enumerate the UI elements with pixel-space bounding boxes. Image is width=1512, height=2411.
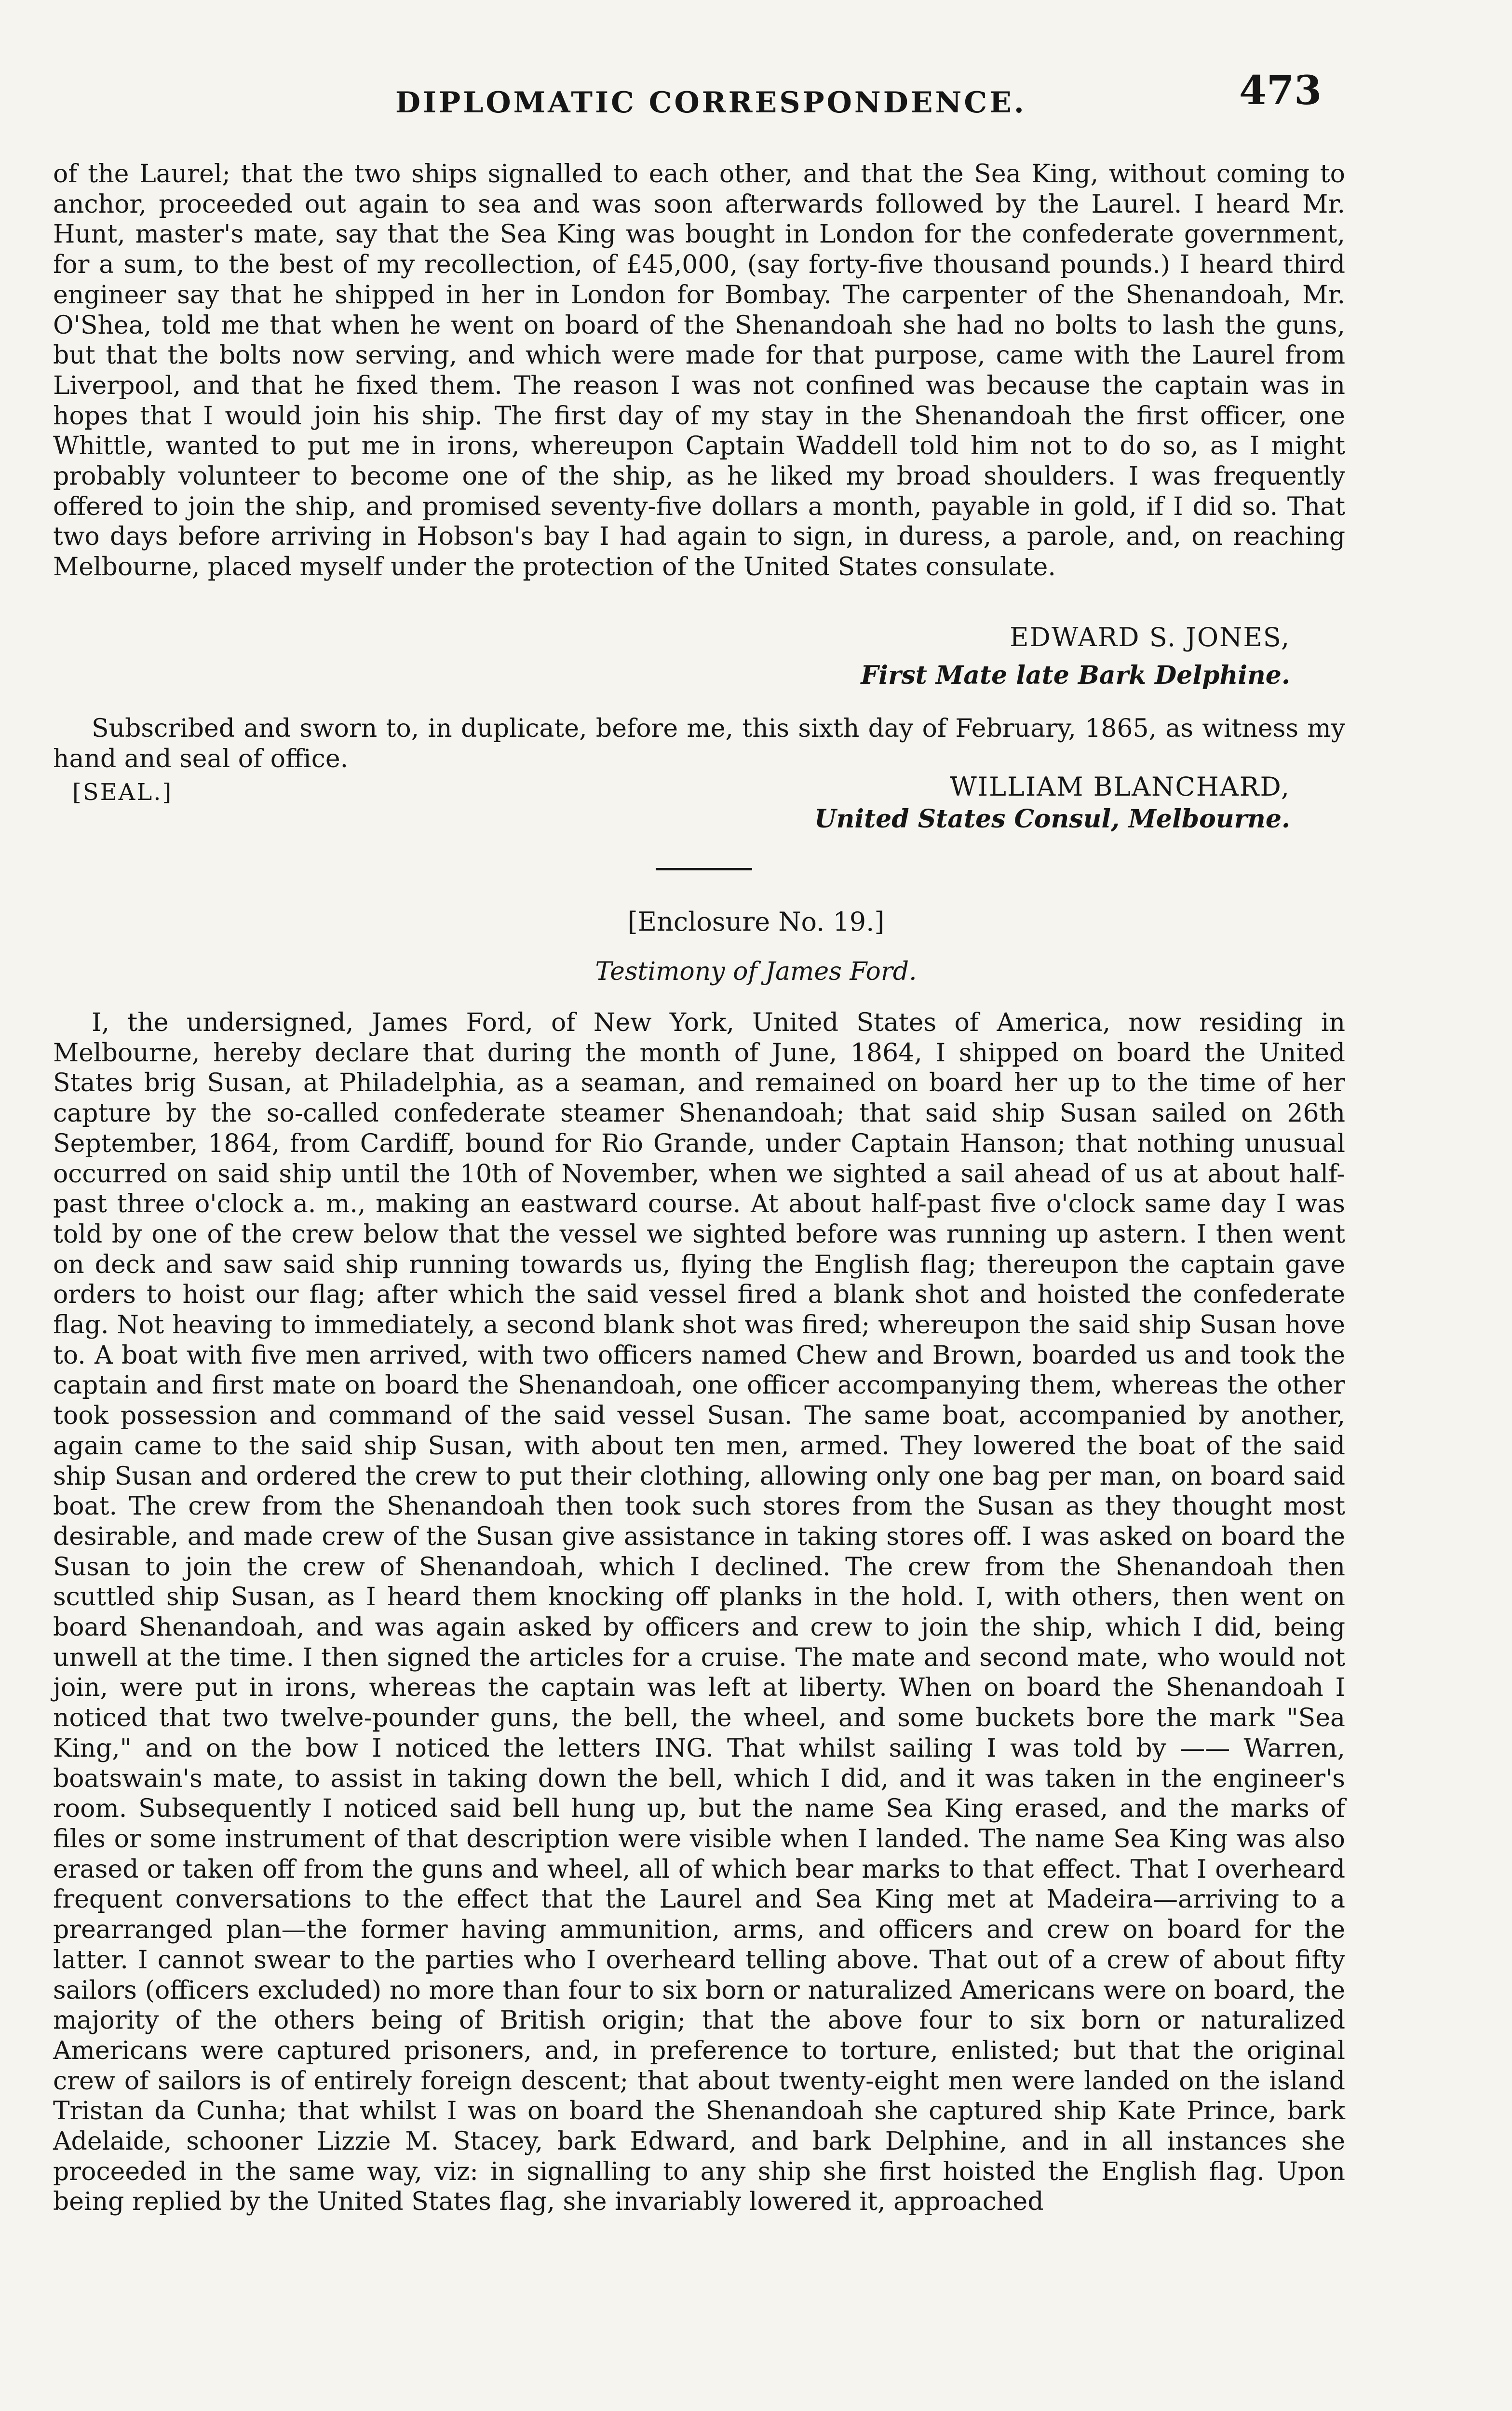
ford-testimony-body: I, the undersigned, James Ford, of New York, United States of America, now residing in Melbourne, hereby declare that during the month of June, 1864, I shipped on board the United States brig Susan, at Philadelphia, as a seaman, and remained on board her up to the time of her capture by the so-called confederate steamer Shenandoah; that said ship Susan sailed on 26th September, 1864, from Cardiff, bound for Rio Grande, under Captain Hanson; that nothing unusual occurred on said ship until the 10th of November, when we sighted a sail ahead of us at about half-past three o'clock a. m., making an eastward course. At about half-past five o'clock same day I was told by one of the crew below that the vessel we sighted before was running up astern. I then went on deck and saw said ship running towards us, flying the English flag; thereupon the captain gave orders to hoist our flag; after which the said vessel fired a blank shot and hoisted the confederate flag. Not heaving to immediately, a second blank shot was fired; whereupon the said ship Susan hove to. A boat with five men arrived, with two officers named Chew and Brown, boarded us and took the captain and first mate on board the Shenandoah, one officer accompanying them, whereas the other took possession and command of the said vessel Susan. The same boat, accompanied by another, again came to the said ship Susan, with about ten men, armed. They lowered the boat of the said ship Susan and ordered the crew to put their clothing, allowing only one bag per man, on board said boat. The crew from the Shenandoah then took such stores from the Susan as they thought most desirable, and made crew of the Susan give assistance in taking stores off. I was asked on board the Susan to join the crew of Shenandoah, which I declined. The crew from the Shenandoah then scuttled ship Susan, as I heard them knocking off planks in the hold. I, with others, then went on board Shenandoah, and was again asked by officers and crew to join the ship, which I did, being unwell at the time. I then signed the articles for a cruise. The mate and second mate, who would not join, were put in irons, whereas the captain was left at liberty. When on board the Shenandoah I noticed that two twelve-pounder guns, the bell, the wheel, and some buckets bore the mark "Sea King," and on the bow I noticed the letters ING. That whilst sailing I was told by —— Warren, boatswain's mate, to assist in taking down the bell, which I did, and it was taken in the engineer's room. Subsequently I noticed said bell hung up, but the name Sea King erased, and the marks of files or some instrument of that description were visible when I landed. The name Sea King was also erased or taken off from the guns and wheel, all of which bear marks to that effect. That I overheard frequent conversations to the effect that the Laurel and Sea King met at Madeira—arriving to a prearranged plan—the former having ammunition, arms, and officers and crew on board for the latter. I cannot swear to the parties who I overheard telling above. That out of a crew of about fifty sailors (officers excluded) no more than four to six born or naturalized Americans were on board, the majority of the others being of British origin; that the above four to six born or naturalized Americans were captured prisoners, and, in preference to torture, enlisted; but that the original crew of sailors is of entirely foreign descent; that about twenty-eight men were landed on the island Tristan da Cunha; that whilst I was on board the Shenandoah she captured ship Kate Prince, bark Adelaide, schooner Lizzie M. Stacey, bark Edward, and bark Delphine, and in all instances she proceeded in the same way, viz: in signalling to any ship she first hoisted the English flag. Upon being replied by the United States flag, she invariably lowered it, approached [53, 1008, 1345, 2217]
consul-title: United States Consul, Melbourne. [814, 804, 1290, 834]
running-title: DIPLOMATIC CORRESPONDENCE. [395, 86, 1026, 120]
page-number: 473 [1239, 68, 1322, 114]
signer-title: First Mate late Bark Delphine. [861, 661, 1290, 690]
consul-name: WILLIAM BLANCHARD, [950, 772, 1290, 802]
section-divider [656, 868, 752, 870]
signer-name: EDWARD S. JONES, [1010, 622, 1290, 652]
enclosure-label: [Enclosure No. 19.] [627, 907, 885, 937]
jones-statement-continuation: of the Laurel; that the two ships signalled to each other, and that the Sea King, without coming to anchor, proceeded out again to sea and was soon afterwards followed by the Laurel. I heard Mr. Hunt, master's mate, say that the Sea King was bought in London for the confederate government, for a sum, to the best of my recollection, of £45,000, (say forty-five thousand pounds.) I heard third engineer say that he shipped in her in London for Bombay. The carpenter of the Shenandoah, Mr. O'Shea, told me that when he went on board of the Shenandoah she had no bolts to lash the guns, but that the bolts now serving, and which were made for that purpose, came with the Laurel from Liverpool, and that he fixed them. The reason I was not confined was because the captain was in hopes that I would join his ship. The first day of my stay in the Shenandoah the first officer, one Whittle, wanted to put me in irons, whereupon Captain Waddell told him not to do so, as I might probably volunteer to become one of the ship, as he liked my broad shoulders. I was frequently offered to join the ship, and promised seventy-five dollars a month, payable in gold, if I did so. That two days before arriving in Hobson's bay I had again to sign, in duress, a parole, and, on reaching Melbourne, placed myself under the protection of the United States consulate. [53, 160, 1345, 582]
testimony-title: Testimony of James Ford. [595, 957, 917, 986]
jurat-text: Subscribed and sworn to, in duplicate, before me, this sixth day of February, 1865, as witness my hand and seal of office. [53, 714, 1345, 773]
seal-mark: [SEAL.] [72, 779, 173, 806]
running-head [0, 68, 1512, 130]
